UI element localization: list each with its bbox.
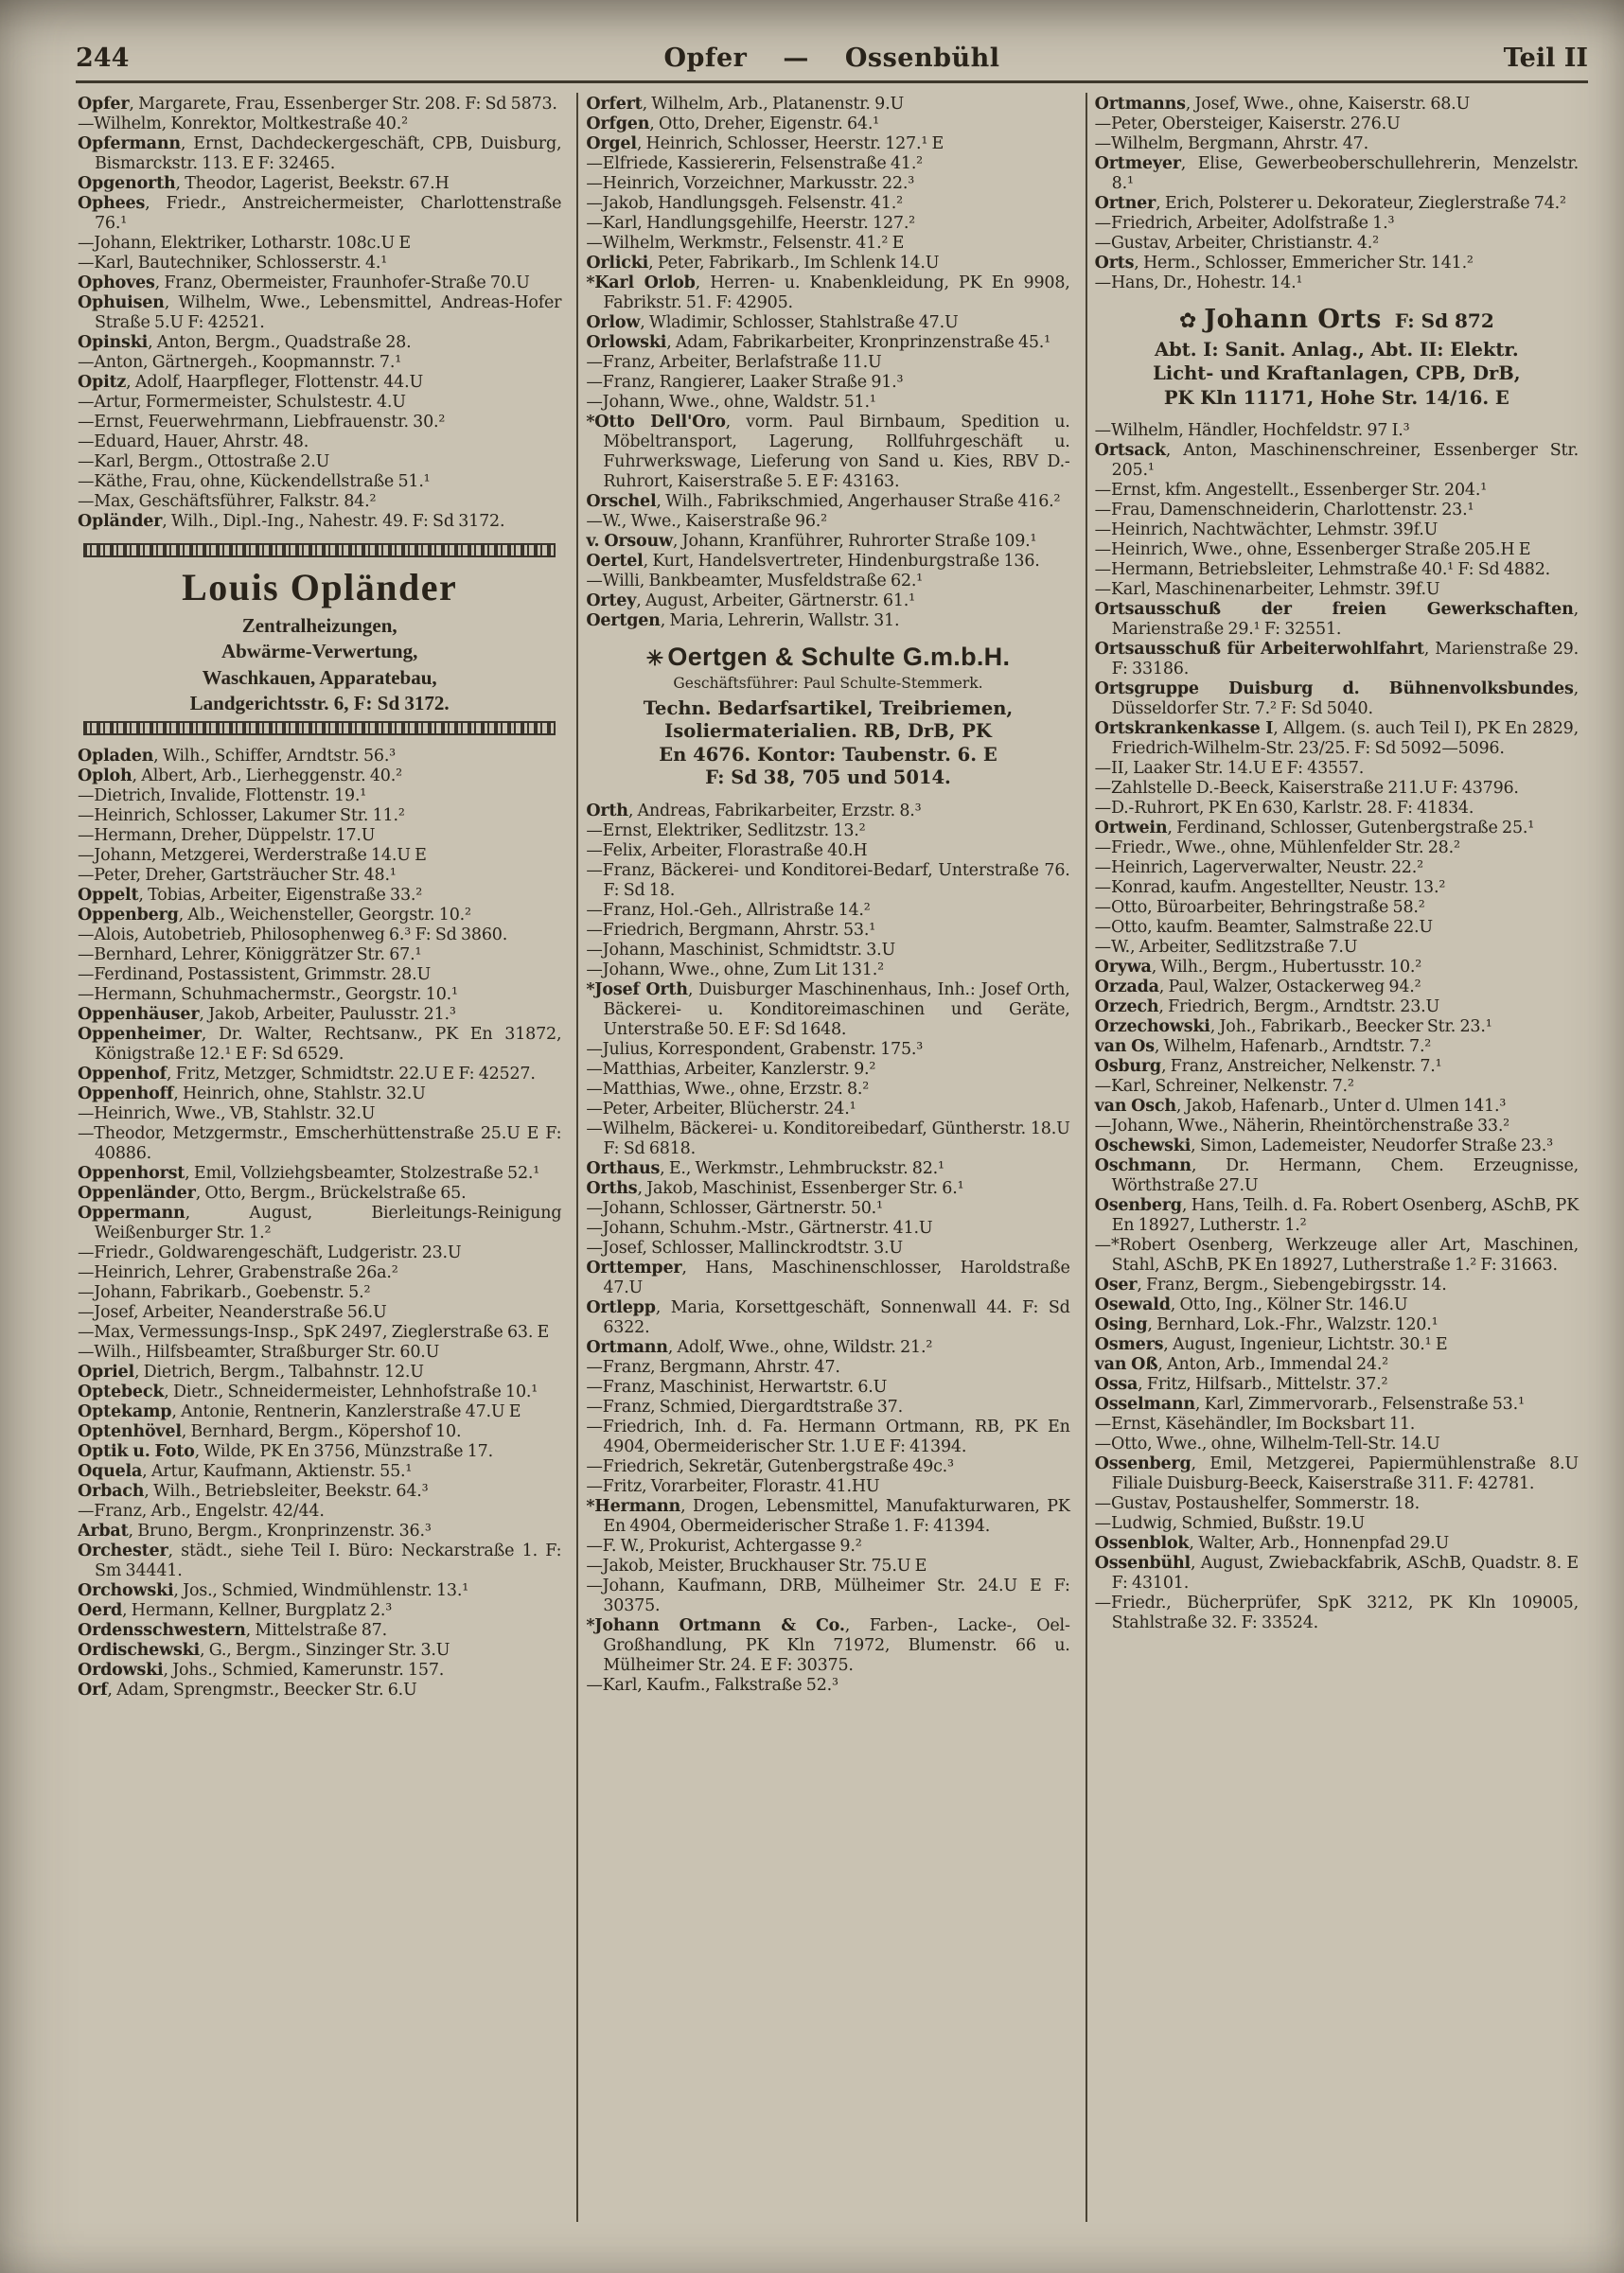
directory-entry: —Johann, Wwe., ohne, Waldstr. 51.¹ xyxy=(586,393,876,412)
directory-entry: Oppenberg, Alb., Weichensteller, Georgstr. 10.² xyxy=(78,906,471,925)
directory-entry: —Johann, Metzgerei, Werderstraße 14.U E xyxy=(78,846,427,866)
ad-lines xyxy=(1099,338,1575,410)
directory-entry: —Ernst, Feuerwehrmann, Liebfrauenstr. 30.² xyxy=(78,413,446,432)
directory-entry: —Franz, Maschinist, Herwartstr. 6.U xyxy=(586,1377,888,1397)
directory-entry: Ophees, Friedr., Anstreichermeister, Charlottenstraße 76.¹ xyxy=(78,194,562,233)
directory-entry: —Johann, Schuhm.-Mstr., Gärtnerstr. 41.U xyxy=(586,1218,933,1238)
ad-line: Waschkauen, Apparatebau, xyxy=(202,665,437,689)
directory-entry: —Ernst, kfm. Angestellt., Essenberger Str. 204.¹ xyxy=(1094,481,1488,501)
ad-line: En 4676. Kontor: Taubenstr. 6. E xyxy=(659,743,997,766)
directory-entry: Opitz, Adolf, Haarpfleger, Flottenstr. 44.U xyxy=(78,373,424,392)
directory-entry: —Jakob, Meister, Bruckhauser Str. 75.U E xyxy=(586,1556,927,1576)
ad-title-row xyxy=(1099,305,1575,334)
ad-line: Techn. Bedarfsartikel, Treibriemen, xyxy=(643,697,1014,719)
entry-list xyxy=(586,95,1069,631)
ad-title: Louis Opländer xyxy=(182,566,458,608)
directory-entry: —Willi, Bankbeamter, Musfeldstraße 62.¹ xyxy=(586,572,924,590)
directory-entry: —F. W., Prokurist, Achtergasse 9.² xyxy=(586,1536,862,1556)
directory-entry: Orzechowski, Joh., Fabrikarb., Beecker Str. 23.¹ xyxy=(1094,1017,1492,1037)
directory-entry: Opfer, Margarete, Frau, Essenberger Str. 208. F: Sd 5873. xyxy=(78,95,557,114)
directory-entry: —Karl, Schreiner, Nelkenstr. 7.² xyxy=(1094,1077,1354,1097)
directory-entry: Osburg, Franz, Anstreicher, Nelkenstr. 7.¹ xyxy=(1094,1057,1442,1077)
directory-entry: —Johann, Kaufmann, DRB, Mülheimer Str. 24.U E F: 30375. xyxy=(586,1576,1070,1615)
directory-entry: —Franz, Bergmann, Ahrstr. 47. xyxy=(586,1357,840,1377)
columns xyxy=(76,93,1588,2222)
directory-entry: Optebeck, Dietr., Schneidermeister, Lehnhofstraße 10.¹ xyxy=(78,1383,538,1402)
directory-entry: Oppenhoff, Heinrich, ohne, Stahlstr. 32.U xyxy=(78,1084,426,1104)
directory-entry: —Käthe, Frau, ohne, Kückendellstraße 51.¹ xyxy=(78,472,431,491)
directory-entry: Ossenberg, Emil, Metzgerei, Papiermühlenstraße 8.U Filiale Duisburg-Beeck, Kaiserstraße 311. F: 42781. xyxy=(1094,1454,1579,1494)
directory-entry: —Heinrich, Lehrer, Grabenstraße 26a.² xyxy=(78,1263,398,1283)
directory-entry: Osewald, Otto, Ing., Kölner Str. 146.U xyxy=(1094,1295,1408,1315)
ad-lines xyxy=(81,613,557,716)
ad-line: PK Kln 11171, Hohe Str. 14/16. E xyxy=(1163,386,1509,409)
directory-entry: Ortmann, Adolf, Wwe., ohne, Wildstr. 21.² xyxy=(586,1337,933,1357)
ad-star-icon: ✳ xyxy=(645,646,664,670)
directory-entry: Opfermann, Ernst, Dachdeckergeschäft, CPB, Duisburg, Bismarckstr. 113. E F: 32465. xyxy=(78,134,562,173)
directory-entry: Orth, Andreas, Fabrikarbeiter, Erzstr. 8.³ xyxy=(586,801,922,820)
header-rule xyxy=(76,80,1588,83)
directory-entry: v. Orsouw, Johann, Kranführer, Ruhrorter Straße 109.¹ xyxy=(586,532,1037,551)
ad-line: Isoliermaterialien. RB, DrB, PK xyxy=(664,720,992,743)
directory-entry: —Friedr., Goldwarengeschäft, Ludgeristr. 23.U xyxy=(78,1243,462,1263)
directory-entry: —Zahlstelle D.-Beeck, Kaiserstraße 211.U F: 43796. xyxy=(1094,779,1519,799)
directory-entry: —Wilh., Hilfsbeamter, Straßburger Str. 60.U xyxy=(78,1343,440,1363)
directory-entry: Orths, Jakob, Maschinist, Essenberger Str. 6.¹ xyxy=(586,1178,964,1198)
column-divider xyxy=(1086,93,1087,2222)
directory-entry: —Julius, Korrespondent, Grabenstr. 175.³ xyxy=(586,1039,924,1059)
directory-entry: —Karl, Handlungsgehilfe, Heerstr. 127.² xyxy=(586,214,915,233)
directory-entry: Optenhövel, Bernhard, Bergm., Köpershof 10. xyxy=(78,1422,462,1442)
directory-entry: Ortskrankenkasse I, Allgem. (s. auch Teil I), PK En 2829, Friedrich-Wilhelm-Str. 23/25. F: Sd 5092—5096. xyxy=(1094,719,1579,759)
directory-entry: Osenberg, Hans, Teilh. d. Fa. Robert Osenberg, ASchB, PK En 18927, Lutherstr. 1.² xyxy=(1094,1196,1579,1236)
directory-entry: Oppenhäuser, Jakob, Arbeiter, Paulusstr. 21.³ xyxy=(78,1005,456,1025)
directory-entry: Orgel, Heinrich, Schlosser, Heerstr. 127.¹ E xyxy=(586,134,944,153)
directory-entry: Opladen, Wilh., Schiffer, Arndtstr. 56.³ xyxy=(78,747,397,766)
directory-entry: —Otto, Büroarbeiter, Behringstraße 58.² xyxy=(1094,898,1425,918)
directory-entry: —Peter, Obersteiger, Kaiserstr. 276.U xyxy=(1094,115,1401,133)
ad-line: Licht- und Kraftanlagen, CPB, DrB, xyxy=(1153,362,1521,385)
directory-entry: —Heinrich, Schlosser, Lakumer Str. 11.² xyxy=(78,806,405,826)
directory-entry: —Heinrich, Nachtwächter, Lehmstr. 39f.U xyxy=(1094,520,1439,540)
directory-entry: Ortsgruppe Duisburg d. Bühnenvolksbundes, Düsseldorfer Str. 7.² F: Sd 5040. xyxy=(1094,679,1579,719)
directory-entry: —W., Wwe., Kaiserstraße 96.² xyxy=(586,512,827,531)
directory-entry: —Konrad, kaufm. Angestellter, Neustr. 13.² xyxy=(1094,878,1446,898)
directory-entry: —Friedrich, Bergmann, Ahrstr. 53.¹ xyxy=(586,920,876,940)
directory-entry: —Otto, kaufm. Beamter, Salmstraße 22.U xyxy=(1094,918,1433,938)
column-1 xyxy=(76,93,571,2222)
ad-subtitle: Geschäftsführer: Paul Schulte-Stemmerk. xyxy=(673,675,983,692)
directory-entry: Oquela, Artur, Kaufmann, Aktienstr. 55.¹ xyxy=(78,1462,413,1482)
directory-entry: —Artur, Formermeister, Schulstestr. 4.U xyxy=(78,393,406,412)
directory-entry: Ortsausschuß der freien Gewerkschaften, Marienstraße 29.¹ F: 32551. xyxy=(1094,600,1579,640)
ad-line: Abt. I: Sanit. Anlag., Abt. II: Elektr. xyxy=(1154,339,1519,361)
directory-entry: Ordowski, Johs., Schmied, Kamerunstr. 157. xyxy=(78,1661,445,1681)
entry-list xyxy=(78,747,561,1700)
directory-entry: Orts, Herm., Schlosser, Emmericher Str. 141.² xyxy=(1094,254,1474,273)
ad-lines xyxy=(590,697,1066,790)
directory-entry: —Friedrich, Arbeiter, Adolfstraße 1.³ xyxy=(1094,214,1395,233)
directory-entry: Optik u. Foto, Wilde, PK En 3756, Münzstraße 17. xyxy=(78,1442,493,1462)
directory-entry: Orlow, Wladimir, Schlosser, Stahlstraße 47.U xyxy=(586,313,959,332)
ad-louis-oplaender xyxy=(81,543,557,735)
directory-entry: —Heinrich, Lagerverwalter, Neustr. 22.² xyxy=(1094,858,1423,878)
directory-entry: —Max, Geschäftsführer, Falkstr. 84.² xyxy=(78,492,377,511)
directory-entry: —Wilhelm, Konrektor, Moltkestraße 40.² xyxy=(78,115,408,133)
directory-entry: Orchowski, Jos., Schmied, Windmühlenstr. 13.¹ xyxy=(78,1581,469,1601)
ornament-band xyxy=(83,543,556,557)
directory-entry: Opinski, Anton, Bergm., Quadstraße 28. xyxy=(78,333,412,352)
directory-entry: —Ludwig, Schmied, Bußstr. 19.U xyxy=(1094,1514,1366,1534)
directory-entry: —Gustav, Postaushelfer, Sommerstr. 18. xyxy=(1094,1494,1420,1514)
directory-entry: —Gustav, Arbeiter, Christianstr. 4.² xyxy=(1094,234,1379,253)
directory-entry: Ortmeyer, Elise, Gewerbeoberschullehrerin, Menzelstr. 8.¹ xyxy=(1094,154,1579,193)
directory-entry: —Hermann, Betriebsleiter, Lehmstraße 40.¹ F: Sd 4882. xyxy=(1094,560,1550,580)
directory-entry: Oppelt, Tobias, Arbeiter, Eigenstraße 33.² xyxy=(78,886,423,906)
running-title xyxy=(265,44,1399,73)
directory-entry: Optekamp, Antonie, Rentnerin, Kanzlerstraße 47.U E xyxy=(78,1402,521,1422)
flower-ornament-icon: ✿ xyxy=(1178,309,1197,333)
directory-entry: Oschewski, Simon, Lademeister, Neudorfer Straße 23.³ xyxy=(1094,1136,1553,1156)
directory-entry: —Karl, Maschinenarbeiter, Lehmstr. 39f.U xyxy=(1094,580,1440,600)
directory-entry: —Heinrich, Wwe., VB, Stahlstr. 32.U xyxy=(78,1104,376,1124)
directory-entry: —Friedrich, Sekretär, Gutenbergstraße 49c.³ xyxy=(586,1456,954,1476)
running-title-right: Ossenbühl xyxy=(844,44,1000,73)
directory-entry: Orf, Adam, Sprengmstr., Beecker Str. 6.U xyxy=(78,1681,417,1700)
directory-entry: Orzech, Friedrich, Bergm., Arndtstr. 23.U xyxy=(1094,997,1440,1017)
directory-entry: Oppenländer, Otto, Bergm., Brückelstraße 65. xyxy=(78,1184,467,1204)
directory-entry: —Hermann, Dreher, Düppelstr. 17.U xyxy=(78,826,376,846)
directory-entry: —Karl, Kaufm., Falkstraße 52.³ xyxy=(586,1675,838,1695)
directory-entry: Ortwein, Ferdinand, Schlosser, Gutenbergstraße 25.¹ xyxy=(1094,819,1535,838)
directory-entry: —Johann, Wwe., ohne, Zum Lit 131.² xyxy=(586,960,884,979)
directory-entry: —Johann, Schlosser, Gärtnerstr. 50.¹ xyxy=(586,1198,883,1218)
directory-entry: Orchester, städt., siehe Teil I. Büro: Neckarstraße 1. F: Sm 34441. xyxy=(78,1542,562,1581)
directory-entry: Oppermann, August, Bierleitungs-Reinigung Weißenburger Str. 1.² xyxy=(78,1204,562,1243)
entry-list xyxy=(1095,421,1579,1633)
directory-entry: Oppenhof, Fritz, Metzger, Schmidtstr. 22.U E F: 42527. xyxy=(78,1065,536,1084)
directory-entry: —Friedr., Wwe., ohne, Mühlenfelder Str. 28.² xyxy=(1094,838,1460,858)
column-divider xyxy=(576,93,578,2222)
directory-entry: —Friedr., Bücherprüfer, SpK 3212, PK Kln 109005, Stahlstraße 32. F: 33524. xyxy=(1094,1594,1579,1633)
directory-entry: —Franz, Rangierer, Laaker Straße 91.³ xyxy=(586,373,904,392)
directory-entry: —II, Laaker Str. 14.U E F: 43557. xyxy=(1094,759,1365,779)
directory-entry: —Franz, Arbeiter, Berlafstraße 11.U xyxy=(586,353,882,372)
directory-entry: Opgenorth, Theodor, Lagerist, Beekstr. 67.H xyxy=(78,174,450,193)
directory-entry: van Os, Wilhelm, Hafenarb., Arndtstr. 7.² xyxy=(1094,1037,1432,1057)
directory-entry: Orlicki, Peter, Fabrikarb., Im Schlenk 14.U xyxy=(586,254,940,273)
entry-list xyxy=(78,95,561,532)
directory-entry: Oser, Franz, Bergm., Siebengebirgsstr. 14. xyxy=(1094,1276,1447,1295)
directory-entry: *Otto Dell'Oro, vorm. Paul Birnbaum, Spedition u. Möbeltransport, Lagerung, Rollfuhrgeschäft u. Fuhrwerkswage, Lieferung von Sand u. Kies, RBV D.-Ruhrort, Kaiserstraße 5. E F: 43163. xyxy=(586,413,1070,491)
directory-entry: —Heinrich, Wwe., ohne, Essenberger Straße 205.H E xyxy=(1094,540,1531,560)
directory-entry: —Theodor, Metzgermstr., Emscherhüttenstraße 25.U E F: 40886. xyxy=(78,1124,562,1164)
directory-entry: —Ernst, Käsehändler, Im Bocksbart 11. xyxy=(1094,1415,1416,1435)
directory-entry: Orzada, Paul, Walzer, Ostackerweg 94.² xyxy=(1094,978,1421,997)
directory-entry: —Wilhelm, Händler, Hochfeldstr. 97 I.³ xyxy=(1094,421,1410,441)
directory-entry: Orbach, Wilh., Betriebsleiter, Beekstr. 64.³ xyxy=(78,1482,429,1502)
directory-entry: Arbat, Bruno, Bergm., Kronprinzenstr. 36.³ xyxy=(78,1522,432,1542)
directory-entry: *Karl Orlob, Herren- u. Knabenkleidung, PK En 9908, Fabrikstr. 51. F: 42905. xyxy=(586,273,1070,312)
directory-entry: —Peter, Arbeiter, Blücherstr. 24.¹ xyxy=(586,1099,856,1119)
directory-entry: Ophuisen, Wilhelm, Wwe., Lebensmittel, Andreas-Hofer Straße 5.U F: 42521. xyxy=(78,293,562,332)
directory-entry: —Bernhard, Lehrer, Königgrätzer Str. 67.¹ xyxy=(78,945,422,965)
directory-entry: —Friedrich, Inh. d. Fa. Hermann Ortmann, RB, PK En 4904, Obermeiderischer Str. 1.U E F: 41394. xyxy=(586,1417,1070,1456)
directory-entry: Orywa, Wilh., Bergm., Hubertusstr. 10.² xyxy=(1094,958,1422,978)
directory-entry: Ossenbühl, August, Zwiebackfabrik, ASchB, Quadstr. 8. E F: 43101. xyxy=(1094,1554,1579,1594)
directory-entry: *Josef Orth, Duisburger Maschinenhaus, Inh.: Josef Orth, Bäckerei- u. Konditoreimaschinen und Geräte, Unterstraße 50. E F: Sd 1648. xyxy=(586,979,1070,1039)
ad-title: Johann Orts xyxy=(1204,305,1382,334)
directory-entry: —Peter, Dreher, Gartsträucher Str. 48.¹ xyxy=(78,866,397,886)
directory-entry: —Matthias, Wwe., ohne, Erzstr. 8.² xyxy=(586,1079,870,1099)
ad-phone: F: Sd 872 xyxy=(1394,309,1494,332)
directory-entry: —Johann, Wwe., Näherin, Rheintörchenstraße 33.² xyxy=(1094,1117,1509,1136)
directory-entry: Oerd, Hermann, Kellner, Burgplatz 2.³ xyxy=(78,1601,393,1621)
directory-entry: —Anton, Gärtnergeh., Koopmannstr. 7.¹ xyxy=(78,353,402,372)
directory-entry: Orttemper, Hans, Maschinenschlosser, Haroldstraße 47.U xyxy=(586,1258,1070,1297)
directory-entry: —Johann, Maschinist, Schmidtstr. 3.U xyxy=(586,940,896,960)
part-label: Teil II xyxy=(1503,44,1588,73)
directory-entry: Ordensschwestern, Mittelstraße 87. xyxy=(78,1621,387,1641)
directory-entry: Oploh, Albert, Arb., Lierheggenstr. 40.² xyxy=(78,766,402,786)
directory-entry: Opriel, Dietrich, Bergm., Talbahnstr. 12.U xyxy=(78,1363,424,1383)
directory-entry: Oppenheimer, Dr. Walter, Rechtsanw., PK En 31872, Königstraße 12.¹ E F: Sd 6529. xyxy=(78,1025,562,1065)
directory-entry: Osselmann, Karl, Zimmervorarb., Felsenstraße 53.¹ xyxy=(1094,1395,1525,1415)
directory-entry: —D.-Ruhrort, PK En 630, Karlstr. 28. F: 41834. xyxy=(1094,799,1474,819)
ad-title-row xyxy=(590,643,1066,672)
directory-entry: —Hans, Dr., Hohestr. 14.¹ xyxy=(1094,273,1303,292)
page-number: 244 xyxy=(76,44,130,73)
directory-entry: —Johann, Elektriker, Lotharstr. 108c.U E xyxy=(78,234,411,253)
column-3 xyxy=(1093,93,1588,2222)
directory-entry: —Felix, Arbeiter, Florastraße 40.H xyxy=(586,840,868,860)
directory-entry: —Karl, Bautechniker, Schlosserstr. 4.¹ xyxy=(78,254,388,273)
directory-entry: van Oß, Anton, Arb., Immendal 24.² xyxy=(1094,1355,1388,1375)
directory-entry: Ortmanns, Josef, Wwe., ohne, Kaiserstr. 68.U xyxy=(1094,95,1471,114)
directory-entry: *Johann Ortmann & Co., Farben-, Lacke-, Oel-Großhandlung, PK Kln 71972, Blumenstr. 66 u. Mülheimer Str. 24. E F: 30375. xyxy=(586,1615,1070,1675)
ad-line: Zentralheizungen, xyxy=(241,614,397,637)
directory-entry: —Jakob, Handlungsgeh. Felsenstr. 41.² xyxy=(586,194,903,213)
ad-oertgen-schulte xyxy=(590,643,1066,790)
directory-entry: Oertgen, Maria, Lehrerin, Wallstr. 31. xyxy=(586,611,900,630)
directory-entry: —Ernst, Elektriker, Sedlitzstr. 13.² xyxy=(586,820,866,840)
entry-list xyxy=(586,802,1069,1696)
directory-entry: Osmers, August, Ingenieur, Lichtstr. 30.¹ E xyxy=(1094,1335,1448,1355)
directory-entry: —Karl, Bergm., Ottostraße 2.U xyxy=(78,452,330,471)
directory-entry: —Frau, Damenschneiderin, Charlottenstr. 23.¹ xyxy=(1094,501,1474,520)
directory-entry: *Hermann, Drogen, Lebensmittel, Manufakturwaren, PK En 4904, Obermeiderischer Straße 1. F: 41394. xyxy=(586,1496,1070,1536)
directory-entry: —Alois, Autobetrieb, Philosophenweg 6.³ F: Sd 3860. xyxy=(78,925,508,945)
directory-entry: —Hermann, Schuhmachermstr., Georgstr. 10.¹ xyxy=(78,985,458,1005)
directory-entry: van Osch, Jakob, Hafenarb., Unter d. Ulmen 141.³ xyxy=(1094,1097,1507,1117)
directory-entry: —Josef, Arbeiter, Neanderstraße 56.U xyxy=(78,1303,387,1323)
directory-entry: —*Robert Osenberg, Werkzeuge aller Art, Maschinen, Stahl, ASchB, PK En 18927, Lutherstraße 1.² F: 31663. xyxy=(1094,1236,1579,1276)
directory-entry: —Franz, Bäckerei- und Konditorei-Bedarf, Unterstraße 76. F: Sd 18. xyxy=(586,860,1070,900)
ornament-band xyxy=(83,721,556,735)
directory-entry: Oschmann, Dr. Hermann, Chem. Erzeugnisse, Wörthstraße 27.U xyxy=(1094,1156,1579,1196)
page-header xyxy=(76,44,1588,73)
running-title-left: Opfer xyxy=(663,44,748,73)
directory-entry: Ortner, Erich, Polsterer u. Dekorateur, Zieglerstraße 74.² xyxy=(1094,194,1566,213)
directory-entry: —Josef, Schlosser, Mallinckrodtstr. 3.U xyxy=(586,1238,903,1258)
directory-entry: Oertel, Kurt, Handelsvertreter, Hindenburgstraße 136. xyxy=(586,552,1040,571)
directory-entry: —Wilhelm, Bergmann, Ahrstr. 47. xyxy=(1094,134,1368,153)
ad-johann-orts xyxy=(1099,305,1575,410)
directory-entry: Opländer, Wilh., Dipl.-Ing., Nahestr. 49. F: Sd 3172. xyxy=(78,512,505,531)
directory-entry: Ossenblok, Walter, Arb., Honnenpfad 29.U xyxy=(1094,1534,1450,1554)
directory-entry: —Franz, Schmied, Diergardtstraße 37. xyxy=(586,1397,903,1417)
directory-entry: —Wilhelm, Werkmstr., Felsenstr. 41.² E xyxy=(586,234,905,253)
ad-line: Landgerichtsstr. 6, F: Sd 3172. xyxy=(189,691,450,714)
directory-entry: Ortsausschuß für Arbeiterwohlfahrt, Marienstraße 29. F: 33186. xyxy=(1094,640,1579,679)
directory-entry: —Elfriede, Kassiererin, Felsenstraße 41.² xyxy=(586,154,923,173)
directory-entry: Orfgen, Otto, Dreher, Eigenstr. 64.¹ xyxy=(586,115,879,133)
directory-entry: Oppenhorst, Emil, Vollziehgsbeamter, Stolzestraße 52.¹ xyxy=(78,1164,540,1184)
directory-entry: Ortey, August, Arbeiter, Gärtnerstr. 61.¹ xyxy=(586,591,915,610)
directory-entry: —Franz, Arb., Engelstr. 42/44. xyxy=(78,1502,325,1522)
directory-entry: Ortlepp, Maria, Korsettgeschäft, Sonnenwall 44. F: Sd 6322. xyxy=(586,1297,1070,1337)
ad-title: Oertgen & Schulte G.m.b.H. xyxy=(667,643,1011,671)
entry-list xyxy=(1095,95,1579,293)
directory-entry: Orthaus, E., Werkmstr., Lehmbruckstr. 82.¹ xyxy=(586,1158,944,1178)
directory-entry: —Franz, Hol.-Geh., Allristraße 14.² xyxy=(586,900,871,920)
directory-entry: —Matthias, Arbeiter, Kanzlerstr. 9.² xyxy=(586,1059,876,1079)
ad-line: Abwärme-Verwertung, xyxy=(221,640,418,663)
directory-entry: Ordischewski, G., Bergm., Sinzinger Str. 3.U xyxy=(78,1641,450,1661)
directory-entry: Orlowski, Adam, Fabrikarbeiter, Kronprinzenstraße 45.¹ xyxy=(586,333,1050,352)
running-title-dash: — xyxy=(783,44,809,73)
directory-entry: —Dietrich, Invalide, Flottenstr. 19.¹ xyxy=(78,786,367,806)
directory-entry: —Fritz, Vorarbeiter, Florastr. 41.HU xyxy=(586,1476,880,1496)
directory-entry: —Ferdinand, Postassistent, Grimmstr. 28.U xyxy=(78,965,432,985)
directory-entry: —Wilhelm, Bäckerei- u. Konditoreibedarf, Güntherstr. 18.U F: Sd 6818. xyxy=(586,1119,1070,1158)
directory-entry: —Heinrich, Vorzeichner, Markusstr. 22.³ xyxy=(586,174,915,193)
directory-entry: Ophoves, Franz, Obermeister, Fraunhofer-Straße 70.U xyxy=(78,273,530,292)
directory-entry: —Max, Vermessungs-Insp., SpK 2497, Zieglerstraße 63. E xyxy=(78,1323,550,1343)
column-2 xyxy=(584,93,1079,2222)
directory-entry: Ortsack, Anton, Maschinenschreiner, Essenberger Str. 205.¹ xyxy=(1094,441,1579,481)
directory-entry: —Eduard, Hauer, Ahrstr. 48. xyxy=(78,432,309,451)
directory-entry: Orfert, Wilhelm, Arb., Platanenstr. 9.U xyxy=(586,95,904,114)
directory-entry: Ossa, Fritz, Hilfsarb., Mittelstr. 37.² xyxy=(1094,1375,1388,1395)
directory-entry: —Johann, Fabrikarb., Goebenstr. 5.² xyxy=(78,1283,371,1303)
ad-line: F: Sd 38, 705 und 5014. xyxy=(705,766,951,789)
directory-entry: —W., Arbeiter, Sedlitzstraße 7.U xyxy=(1094,938,1358,958)
directory-entry: —Otto, Wwe., ohne, Wilhelm-Tell-Str. 14.U xyxy=(1094,1435,1440,1454)
directory-entry: Osing, Bernhard, Lok.-Fhr., Walzstr. 120.¹ xyxy=(1094,1315,1439,1335)
directory-entry: Orschel, Wilh., Fabrikschmied, Angerhauser Straße 416.² xyxy=(586,492,1061,511)
